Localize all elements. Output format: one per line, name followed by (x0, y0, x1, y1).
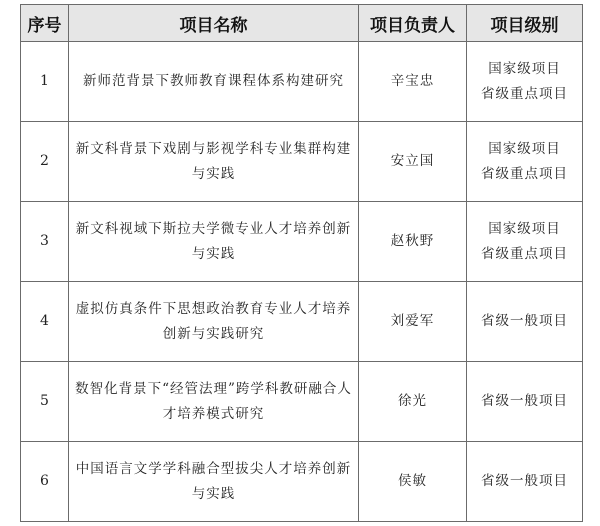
project-level (467, 202, 583, 282)
header-number: 序号 (21, 5, 69, 42)
row-number: 3 (21, 202, 69, 282)
project-level-line: 国家级项目 (488, 60, 561, 77)
project-level (467, 122, 583, 202)
row-number: 4 (21, 282, 69, 362)
project-name: 中国语言文学学科融合型拔尖人才培养创新与实践 (69, 442, 359, 522)
project-name: 虚拟仿真条件下思想政治教育专业人才培养创新与实践研究 (69, 282, 359, 362)
project-level-line: 省级重点项目 (481, 245, 568, 262)
project-level (467, 362, 583, 442)
project-level-line: 省级重点项目 (481, 85, 568, 102)
table-row (21, 362, 583, 442)
project-level-line: 省级一般项目 (481, 313, 568, 329)
project-name: 新文科视域下斯拉夫学微专业人才培养创新与实践 (69, 202, 359, 282)
header-project-name: 项目名称 (69, 5, 359, 42)
project-level-line: 国家级项目 (488, 220, 561, 237)
project-level-line: 省级重点项目 (481, 165, 568, 182)
project-lead: 徐光 (359, 362, 467, 442)
project-lead: 辛宝忠 (359, 42, 467, 122)
header-project-lead: 项目负责人 (359, 5, 467, 42)
project-name: 数智化背景下“经管法理”跨学科教研融合人才培养模式研究 (69, 362, 359, 442)
project-level (467, 442, 583, 522)
project-lead: 赵秋野 (359, 202, 467, 282)
table-row (21, 42, 583, 122)
project-level (467, 42, 583, 122)
project-lead: 刘爱军 (359, 282, 467, 362)
row-number: 5 (21, 362, 69, 442)
header-row (21, 5, 583, 42)
row-number: 1 (21, 42, 69, 122)
project-level (467, 282, 583, 362)
table-row (21, 442, 583, 522)
table-row (21, 202, 583, 282)
table-row (21, 282, 583, 362)
header-project-level: 项目级别 (467, 5, 583, 42)
project-level-line: 省级一般项目 (481, 393, 568, 409)
project-name: 新师范背景下教师教育课程体系构建研究 (69, 42, 359, 122)
row-number: 6 (21, 442, 69, 522)
project-level-line: 省级一般项目 (481, 473, 568, 489)
table-row (21, 122, 583, 202)
project-table (20, 4, 583, 522)
row-number: 2 (21, 122, 69, 202)
project-name: 新文科背景下戏剧与影视学科专业集群构建与实践 (69, 122, 359, 202)
project-lead: 侯敏 (359, 442, 467, 522)
project-lead: 安立国 (359, 122, 467, 202)
project-level-line: 国家级项目 (488, 140, 561, 157)
